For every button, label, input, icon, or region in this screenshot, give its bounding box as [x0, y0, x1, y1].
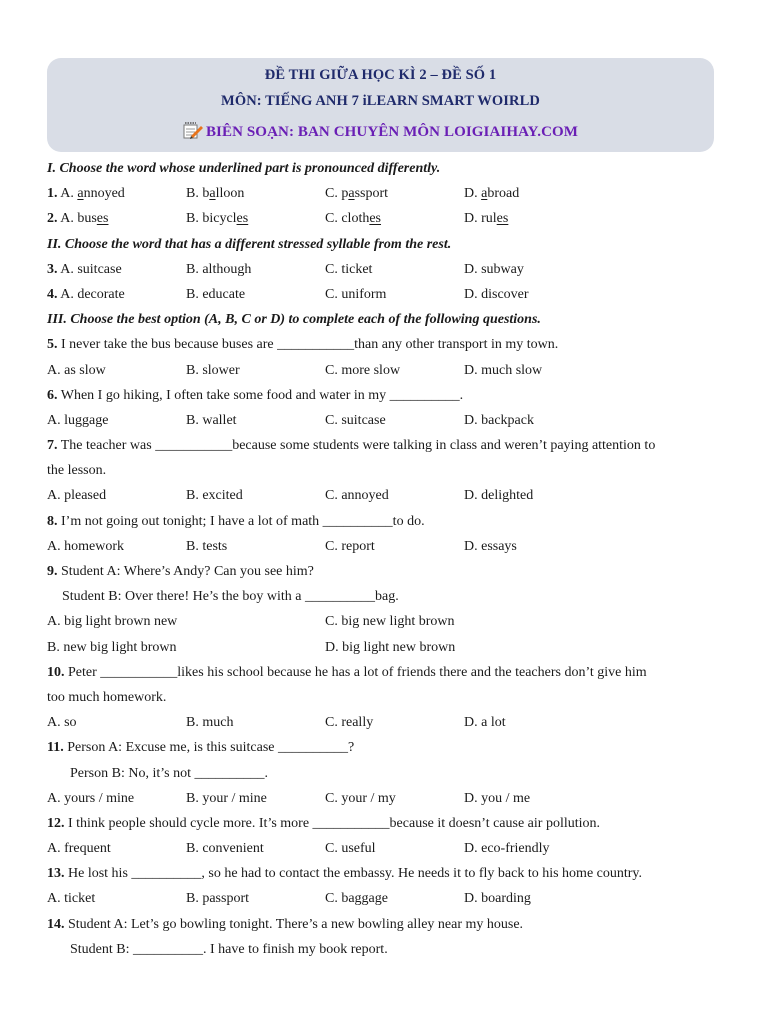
option-d: D. discover [464, 286, 529, 302]
option-b: B. educate [186, 286, 246, 302]
question-1: 1. A. annoyed B. balloon C. passport D. abroad [47, 181, 721, 206]
option-a: A. luggage [47, 412, 109, 428]
option-d: D. essays [464, 538, 517, 554]
question-7-options [47, 483, 721, 508]
question-10: 10. Peter ___________likes his school because he has a lot of friends there and the teachers don’t give him [47, 664, 647, 680]
author-line [47, 121, 714, 141]
question-number: 11. [47, 740, 64, 756]
question-13: 13. He lost his __________, so he had to contact the embassy. He needs it to fly back to his home country. [47, 866, 643, 882]
option-d: D. rules [464, 211, 509, 227]
option-a: A. as slow [47, 362, 106, 378]
question-number: 5. [47, 337, 58, 353]
option-d: D. abroad [464, 186, 520, 202]
question-11-options [47, 786, 721, 811]
option-b: B. convenient [186, 841, 264, 857]
option-c: C. clothes [325, 211, 382, 227]
question-7-continued: the lesson. [47, 463, 107, 479]
section-1-heading: I. Choose the word whose underlined part is pronounced differently. [47, 161, 441, 176]
section-3-heading: III. Choose the best option (A, B, C or D) to complete each of the following questions. [47, 312, 541, 328]
question-8-options [47, 534, 721, 559]
question-3: 3. A. suitcase B. although C. ticket D. subway [47, 257, 721, 282]
question-number: 1. [47, 186, 58, 202]
question-number: 13. [47, 866, 65, 882]
subject-title: MÔN: TIẾNG ANH 7 iLEARN SMART WOIRLD [221, 93, 540, 109]
option-a: A. frequent [47, 841, 111, 857]
option-a: A. homework [47, 538, 124, 554]
option-b: B. balloon [186, 186, 245, 202]
option-b: B. new big light brown [47, 639, 177, 655]
option-d: D. backpack [464, 412, 534, 428]
question-11: 11. Person A: Excuse me, is this suitcase __________? [47, 740, 355, 756]
question-number: 9. [47, 564, 58, 579]
question-9-options-row1 [47, 609, 721, 634]
question-9-options-row2 [47, 635, 721, 660]
option-d: D. a lot [464, 715, 506, 731]
question-number: 8. [47, 513, 58, 529]
question-10-continued: too much homework. [47, 689, 167, 705]
question-14: 14. Student A: Let’s go bowling tonight. There’s a new bowling alley near my house. [47, 916, 524, 932]
option-a: A. ticket [47, 891, 96, 907]
option-b: B. slower [186, 362, 240, 378]
question-6: 6. When I go hiking, I often take some food and water in my __________. [47, 387, 464, 403]
option-c: C. big new light brown [325, 614, 455, 630]
option-d: D. big light new brown [325, 639, 456, 655]
author-text: BIÊN SOẠN: BAN CHUYÊN MÔN LOIGIAIHAY.COM [205, 124, 579, 140]
option-a: A. pleased [47, 488, 107, 504]
question-number: 6. [47, 387, 58, 403]
question-12: 12. I think people should cycle more. It’s more ___________because it doesn’t cause air pollution. [47, 815, 601, 831]
question-14-continued: Student B: __________. I have to finish my book report. [70, 941, 388, 957]
question-number: 2. [47, 211, 58, 227]
option-d: D. you / me [464, 790, 531, 806]
question-12-options [47, 836, 721, 861]
question-number: 4. [47, 286, 58, 302]
option-a: A. big light brown new [47, 614, 178, 630]
question-number: 3. [47, 261, 58, 277]
section-2-heading: II. Choose the word that has a different stressed syllable from the rest. [47, 236, 452, 252]
question-4: 4. A. decorate B. educate C. uniform D. discover [47, 282, 721, 307]
option-c: C. uniform [325, 286, 387, 302]
option-c: C. your / my [325, 790, 396, 806]
question-5-options [47, 358, 721, 383]
question-7: 7. The teacher was ___________because some students were talking in class and weren’t paying attention to [47, 438, 656, 454]
option-b: B. passport [186, 891, 249, 907]
question-11-continued: Person B: No, it’s not __________. [70, 765, 268, 781]
exam-body [47, 156, 721, 962]
question-2: 2. A. buses B. bicycles C. clothes D. rules [47, 206, 721, 231]
question-number: 12. [47, 815, 65, 831]
option-c: C. report [325, 538, 375, 554]
exam-header [47, 58, 714, 152]
exam-title: ĐỀ THI GIỮA HỌC KÌ 2 – ĐỀ SỐ 1 [264, 67, 497, 83]
option-d: D. eco-friendly [464, 841, 550, 857]
option-b: B. tests [186, 538, 228, 554]
option-b: B. bicycles [186, 211, 249, 227]
option-b: B. although [186, 261, 252, 277]
question-8: 8. I’m not going out tonight; I have a lot of math __________to do. [47, 513, 425, 529]
question-number: 10. [47, 664, 65, 680]
option-c: C. ticket [325, 261, 373, 277]
option-c: C. passport [325, 186, 389, 202]
question-5: 5. I never take the bus because buses are ___________than any other transport in my town. [47, 337, 559, 353]
option-b: B. excited [186, 488, 243, 504]
option-c: C. suitcase [325, 412, 386, 428]
option-c: C. useful [325, 841, 376, 857]
question-9: 9. Student A: Where’s Andy? Can you see him? [47, 564, 314, 579]
option-c: C. really [325, 715, 374, 731]
option-b: B. your / mine [186, 790, 267, 806]
question-10-options [47, 710, 721, 735]
option-a: A. yours / mine [47, 790, 135, 806]
question-6-options [47, 408, 721, 433]
option-b: B. much [186, 715, 234, 731]
option-d: D. subway [464, 261, 524, 277]
pencil-notepad-icon [183, 121, 203, 139]
option-d: D. much slow [464, 362, 543, 378]
option-c: C. more slow [325, 362, 401, 378]
option-a: A. so [47, 715, 77, 731]
option-c: C. annoyed [325, 488, 389, 504]
option-d: D. delighted [464, 488, 534, 504]
question-13-options [47, 886, 721, 911]
option-b: B. wallet [186, 412, 237, 428]
question-9-continued: Student B: Over there! He’s the boy with a __________bag. [62, 589, 399, 605]
question-number: 14. [47, 916, 65, 932]
option-c: C. baggage [325, 891, 388, 907]
question-number: 7. [47, 438, 58, 454]
option-d: D. boarding [464, 891, 531, 907]
